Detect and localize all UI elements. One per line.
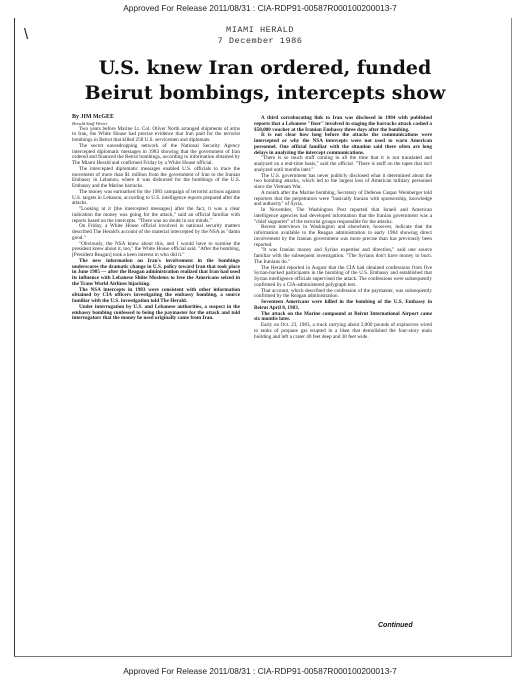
paragraph: That account, which described the confession of the paymaster, was subsequently confirmed by the Reagan administration.	[254, 287, 432, 300]
paragraph: "Looking at it [the intercepted messages] after the fact, it was a clear indication the money was going for the attack," said an official familiar with reports based on the intercepts. "There was no doubt in our minds."	[72, 206, 240, 224]
paragraph: The NSA intercepts in 1983 were consistent with other information obtained by CIA officers investigating the embassy bombing, a source familiar with the U.S. investigation told The Herald.	[72, 286, 240, 305]
paragraph: "There is so much stuff coming in all the time that it is not translated and analyzed on a real-time basis," said the official. "There is stuff on the tapes that isn't analyzed until months later."	[254, 155, 432, 173]
byline: By JIM McGEE	[72, 114, 114, 120]
paragraph: The Herald reported in August that the CIA had obtained confessions from five Syrian-backed participants in the bombing of the U.S. Embassy and established that Syrian intelligence officials supervised the attack. The confessions were subsequently confirmed by a CIA-administered polygraph test.	[254, 264, 432, 288]
publication-date: 7 December 1986	[217, 36, 303, 46]
continued-label: Continued	[378, 622, 413, 629]
paragraph: The secret eavesdropping network of the National Security Agency intercepted diplomatic messages in 1983 showing that the government of Iran ordered and financed the Beirut bombings, according to information obtained by The Miami Herald and confirmed Friday by a White House official.	[72, 142, 240, 167]
paragraph: Recent interviews in Washington and elsewhere, however, indicate that the information available to the Reagan administration in early 1984 showing direct involvement by the Iranian government was more precise than has previously been reported.	[254, 224, 432, 248]
paragraph: In November, The Washington Post reported that Israeli and American intelligence agencies had developed information that the Iranian government was a "chief supporter" of the terrorist groups responsible for the attacks.	[254, 207, 432, 225]
paragraph: Early on Oct. 23, 1983, a truck carrying about 2,000 pounds of explosives wired to tanks of propane gas erupted in a blast that demolished the four-story main building and left a crater 40 feet deep and 30 feet wide.	[254, 322, 432, 340]
paragraph: A third corroborating link to Iran was disclosed in 1984 with published reports that a Lebanese "fixer" involved in staging the barracks attack cashed a $50,000 voucher at the Iranian Embassy three days after the bombing.	[254, 115, 432, 133]
paragraph: A month after the Marine bombing, Secretary of Defense Caspar Weinberger told reporters that the perpetrators were "basically Iranian with sponsorship, knowledge and authority" of Syria.	[254, 189, 432, 208]
paragraph: The U.S. government has never publicly disclosed what it determined about the two bombing attacks, which led to the largest loss of American military personnel since the Vietnam War.	[254, 172, 432, 190]
paragraph: The attack on the Marine compound at Beirut International Airport came six months later.	[254, 310, 432, 323]
margin-mark: \	[24, 26, 29, 43]
paragraph: "Obviously, the NSA knew about this, and I would have to surmise the president knew about it, too," the White House official said. "After the bombing, [President Reagan] took a keen interest in who did it."	[72, 240, 240, 259]
byline-role: Herald Staff Writer	[72, 120, 108, 126]
article-column-left	[72, 114, 240, 322]
paragraph: On Friday, a White House official involved in national security matters described The Herald's account of the material intercepted by the NSA as "damn good."	[72, 223, 240, 241]
article-column-right	[254, 116, 432, 340]
paragraph: The new information on Iran's involvement in the bombings underscores the dramatic change in U.S. policy toward Iran that took place in June 1985 — after the Reagan administration realized that Iran had used its influence with Lebanese Shiite Moslems to free the Americans seized in the Trans World Airlines hijacking.	[72, 257, 240, 287]
paragraph: Two years before Marine Lt. Col. Oliver North arranged shipments of arms to Iran, the White House had precise evidence that Iran paid for the terrorist bombings in Beirut that killed 258 U.S. servicemen and diplomats.	[72, 125, 240, 144]
paragraph: The intercepted diplomatic messages enabled U.S. officials to trace the movement of more than $1 million from the government of Iran to the Iranian Embassy in Lebanon, where it was disbursed for the bombings of the U.S. Embassy and the Marine barracks.	[72, 165, 240, 190]
headline-line-1: U.S. knew Iran ordered, funded	[98, 57, 432, 79]
headline-line-2: Beirut bombings, intercepts show	[84, 82, 446, 104]
newspaper-name: MIAMI HERALD	[226, 25, 294, 35]
paragraph: The money was earmarked for the 1983 campaign of terrorist actions against U.S. targets in Lebanon, according to U.S. intelligence reports prepared after the attacks.	[72, 188, 240, 207]
paragraph: Seventeen Americans were killed in the bombing of the U.S. Embassy in Beirut April 8, 1983.	[254, 299, 432, 311]
paragraph: It is not clear how long before the attacks the communications were intercepted or why the NSA intercepts were not used to warn American personnel. One official familiar with the situation said there often are long delays in analyzing the intercept communications.	[254, 132, 432, 156]
approval-footer: Approved For Release 2011/08/31 : CIA-RDP91-00587R000100200013-7	[123, 666, 397, 676]
paragraph: "It was Iranian money and Syrian expertise and direction," said one source familiar with the subsequent investigation. "The Syrians don't have money to burn. The Iranians do."	[254, 247, 432, 265]
approval-header: Approved For Release 2011/08/31 : CIA-RDP91-00587R000100200013-7	[123, 3, 397, 13]
paragraph: Under interrogation by U.S. and Lebanese authorities, a suspect in the embassy bombing confessed to being the paymaster for the attack and told interrogators that the money he used originally came from Iran.	[72, 303, 240, 322]
